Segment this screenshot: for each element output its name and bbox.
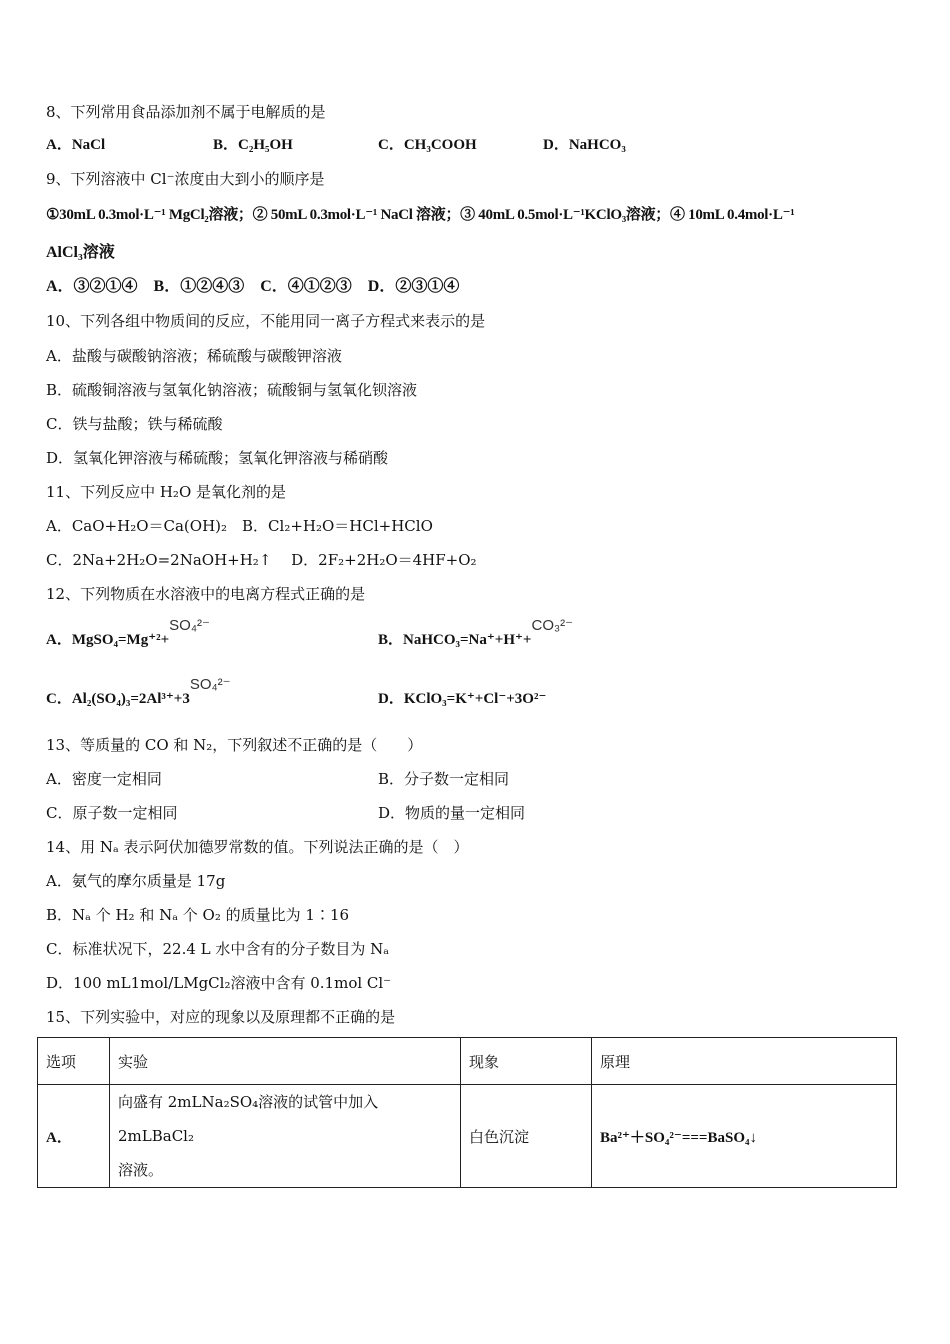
q13-option-a: A．密度一定相同 [46, 770, 162, 788]
q14-option-c: C．标准状况下，22.4 L 水中含有的分子数目为 Nₐ [46, 940, 390, 958]
q9-stem: 9、下列溶液中 Cl⁻浓度由大到小的顺序是 [46, 170, 325, 188]
q12-option-a [46, 617, 210, 650]
q8-option-b: B．C₂H₅OH [213, 137, 293, 153]
q11-options-ab: A．CaO+H₂O＝Ca(OH)₂ B．Cl₂+H₂O＝HCl+HClO [46, 517, 433, 535]
q15-stem: 15、下列实验中，对应的现象以及原理都不正确的是 [46, 1008, 396, 1026]
carbonate-ion-b: CO₃²⁻ [531, 617, 574, 634]
q13-stem: 13、等质量的 CO 和 N₂，下列叙述不正确的是（ ） [46, 736, 423, 754]
q12-stem: 12、下列物质在水溶液中的电离方程式正确的是 [46, 585, 366, 603]
header-experiment: 实验 [110, 1038, 461, 1085]
q12-option-c [46, 676, 231, 709]
q12-option-c-text: C．Al₂(SO₄)₃=2Al³⁺+3 [46, 691, 190, 707]
q14-option-a: A．氨气的摩尔质量是 17g [46, 872, 226, 890]
q8-option-a: A．NaCl [46, 137, 106, 153]
q13-option-c: C．原子数一定相同 [46, 804, 178, 822]
q9-options: A．③②①④ B．①②④③ C．④①②③ D．②③①④ [46, 278, 460, 295]
q12-option-b [378, 617, 574, 650]
q9-line1: ①30mL 0.3mol·L⁻¹ MgCl₂溶液；② 50mL 0.3mol·L⁻¹ NaCl 溶液；③ 40mL 0.5mol·L⁻¹KClO₃溶液；④ 10mL 0.4mol·L⁻¹ [46, 207, 795, 223]
table-row [38, 1085, 897, 1188]
sulfate-ion-c: SO₄²⁻ [189, 676, 231, 693]
header-option: 选项 [38, 1038, 110, 1085]
row-principle: Ba²⁺＋SO₄²⁻===BaSO₄↓ [592, 1085, 897, 1188]
q8-option-d: D．NaHCO₃ [543, 137, 626, 153]
row-experiment-line1: 向盛有 2mLNa₂SO₄溶液的试管中加入 2mLBaCl₂ [118, 1093, 379, 1145]
row-experiment [110, 1085, 461, 1188]
q8-stem: 8、下列常用食品添加剂不属于电解质的是 [46, 103, 326, 121]
q12-option-b-text: B．NaHCO₃=Na⁺+H⁺+ [378, 632, 532, 648]
sulfate-ion-a: SO₄²⁻ [169, 617, 210, 634]
q14-option-d: D．100 mL1mol/LMgCl₂溶液中含有 0.1mol Cl⁻ [46, 974, 392, 992]
q11-stem: 11、下列反应中 H₂O 是氧化剂的是 [46, 483, 287, 501]
header-phenomenon: 现象 [461, 1038, 592, 1085]
row-option: A． [38, 1085, 110, 1188]
q10-option-a: A．盐酸与碳酸钠溶液；稀硫酸与碳酸钾溶液 [46, 347, 342, 365]
q13-option-d: D．物质的量一定相同 [378, 804, 526, 822]
row-phenomenon: 白色沉淀 [461, 1085, 592, 1188]
q14-option-b: B．Nₐ 个 H₂ 和 Nₐ 个 O₂ 的质量比为 1∶16 [46, 906, 350, 924]
q10-option-b: B．硫酸铜溶液与氢氧化钠溶液；硫酸铜与氢氧化钡溶液 [46, 381, 418, 399]
header-principle: 原理 [592, 1038, 897, 1085]
q13-option-b: B．分子数一定相同 [378, 770, 510, 788]
table-header-row [38, 1038, 897, 1085]
q9-line2: AlCl₃溶液 [46, 244, 115, 261]
q10-stem: 10、下列各组中物质间的反应，不能用同一离子方程式来表示的是 [46, 312, 486, 330]
q12-option-a-text: A．MgSO₄=Mg⁺²+ [46, 632, 170, 648]
q10-option-d: D．氢氧化钾溶液与稀硫酸；氢氧化钾溶液与稀硝酸 [46, 449, 389, 467]
q11-options-cd: C．2Na+2H₂O=2NaOH+H₂↑ D．2F₂+2H₂O＝4HF+O₂ [46, 551, 477, 569]
row-experiment-line2: 溶液。 [118, 1161, 164, 1179]
q15-table [37, 1037, 897, 1188]
q14-stem: 14、用 Nₐ 表示阿伏加德罗常数的值。下列说法正确的是（ ） [46, 838, 469, 856]
q12-option-d: D．KClO₃=K⁺+Cl⁻+3O²⁻ [378, 691, 547, 707]
q10-option-c: C．铁与盐酸；铁与稀硫酸 [46, 415, 223, 433]
q8-option-c: C．CH₃COOH [378, 137, 477, 153]
